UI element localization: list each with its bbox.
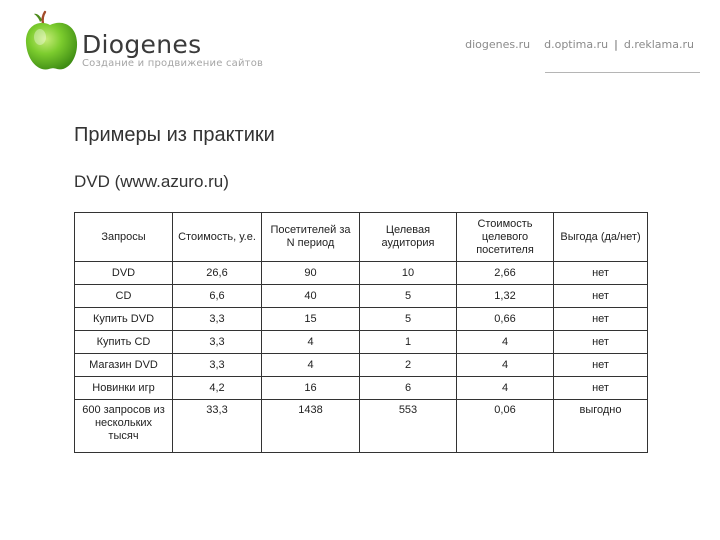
- table-cell: 26,6: [173, 262, 262, 285]
- table-cell: 2: [360, 354, 457, 377]
- table-cell: 6: [360, 377, 457, 400]
- table-cell: 10: [360, 262, 457, 285]
- table-cell: 4,2: [173, 377, 262, 400]
- table-cell: Купить DVD: [75, 308, 173, 331]
- table-cell: 6,6: [173, 285, 262, 308]
- brand-tagline: Создание и продвижение сайтов: [82, 58, 264, 69]
- table-cell: нет: [554, 285, 648, 308]
- table-cell: 15: [262, 308, 360, 331]
- table-row: [75, 354, 648, 377]
- page-title: Примеры из практики: [74, 124, 275, 146]
- table-cell: CD: [75, 285, 173, 308]
- table-row: [75, 377, 648, 400]
- table-cell: 16: [262, 377, 360, 400]
- table-cell: нет: [554, 377, 648, 400]
- table-row: [75, 400, 648, 453]
- table-cell: 1,32: [457, 285, 554, 308]
- table-cell: 3,3: [173, 308, 262, 331]
- table-header-row: [75, 213, 648, 262]
- table-header-cell: Стоимость, у.е.: [173, 213, 262, 262]
- header-link-reklama[interactable]: d.reklama.ru: [623, 38, 694, 51]
- table-cell: 4: [457, 377, 554, 400]
- table-cell: 600 запросов из нескольких тысяч: [75, 400, 173, 453]
- header-link-diogenes[interactable]: diogenes.ru: [465, 38, 531, 51]
- table-cell: 3,3: [173, 354, 262, 377]
- table-cell: 0,66: [457, 308, 554, 331]
- table-cell: 5: [360, 308, 457, 331]
- table-cell: 4: [457, 331, 554, 354]
- section-subtitle: DVD (www.azuro.ru): [74, 172, 229, 191]
- table-cell: DVD: [75, 262, 173, 285]
- table-cell: нет: [554, 331, 648, 354]
- table-cell: 4: [457, 354, 554, 377]
- table-cell: 1: [360, 331, 457, 354]
- table-cell: 90: [262, 262, 360, 285]
- table-header-cell: Целевая аудитория: [360, 213, 457, 262]
- table-row: [75, 262, 648, 285]
- table-cell: 4: [262, 331, 360, 354]
- table-cell: 2,66: [457, 262, 554, 285]
- table-header-cell: Выгода (да/нет): [554, 213, 648, 262]
- table-cell: 40: [262, 285, 360, 308]
- apple-logo-icon: [22, 10, 80, 74]
- table-cell: 0,06: [457, 400, 554, 453]
- table-row: [75, 308, 648, 331]
- table-cell: 4: [262, 354, 360, 377]
- table-cell: нет: [554, 354, 648, 377]
- table-cell: Новинки игр: [75, 377, 173, 400]
- header-divider: [545, 72, 700, 73]
- table-cell: 553: [360, 400, 457, 453]
- table-row: [75, 331, 648, 354]
- keywords-table: [74, 212, 648, 453]
- header-link-separator: |: [614, 38, 618, 51]
- table-cell: выгодно: [554, 400, 648, 453]
- table-cell: 5: [360, 285, 457, 308]
- table-header-cell: Стоимость целевого посетителя: [457, 213, 554, 262]
- table-cell: нет: [554, 308, 648, 331]
- table-row: [75, 285, 648, 308]
- table-cell: Магазин DVD: [75, 354, 173, 377]
- table-header-cell: Посетителей за N период: [262, 213, 360, 262]
- brand-name: Diogenes: [82, 30, 202, 59]
- table-cell: 33,3: [173, 400, 262, 453]
- table-cell: нет: [554, 262, 648, 285]
- header-link-optima[interactable]: d.optima.ru: [544, 38, 609, 51]
- table-cell: Купить CD: [75, 331, 173, 354]
- header-links: [465, 38, 694, 51]
- table-cell: 3,3: [173, 331, 262, 354]
- table-header-cell: Запросы: [75, 213, 173, 262]
- table-cell: 1438: [262, 400, 360, 453]
